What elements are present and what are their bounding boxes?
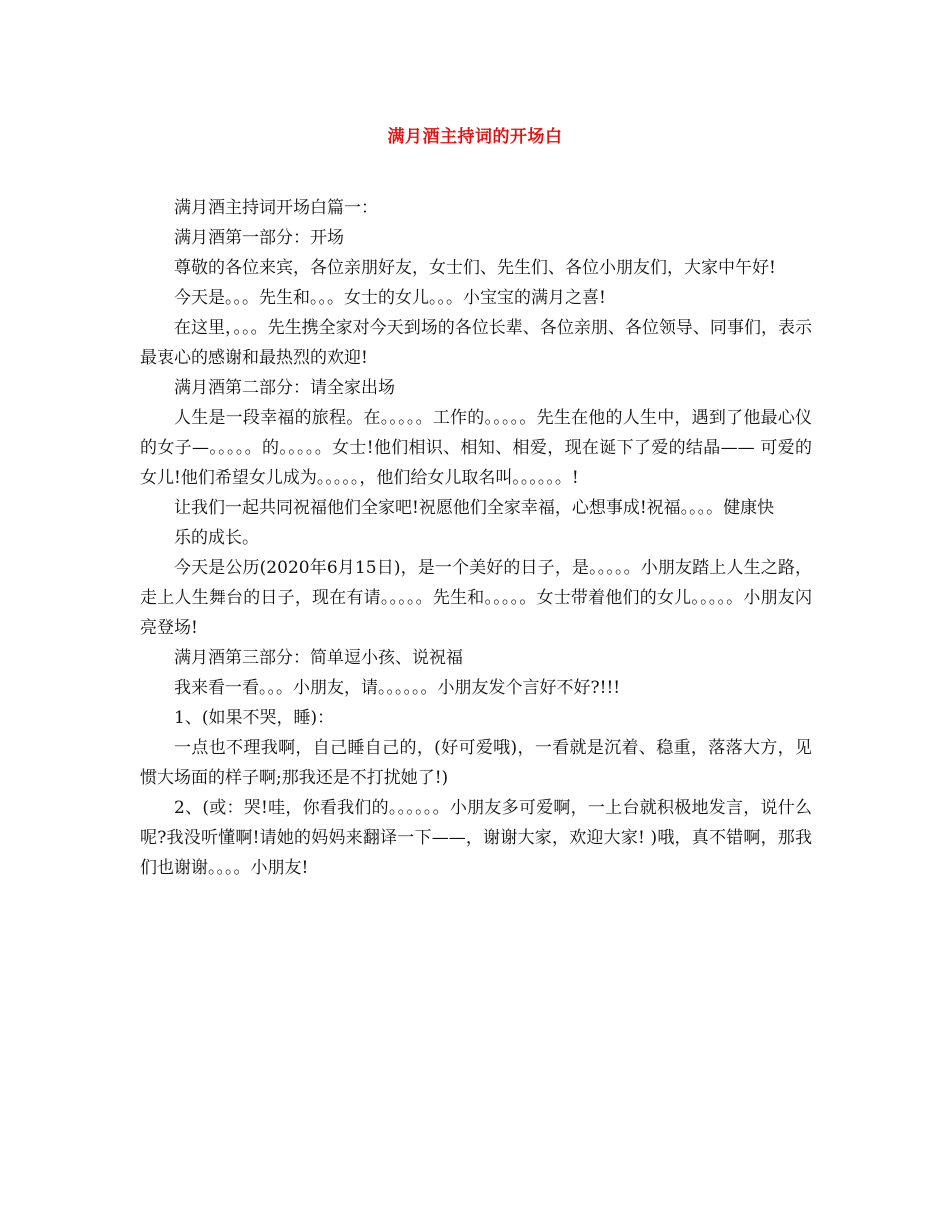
- paragraph: 尊敬的各位来宾，各位亲朋好友，女士们、先生们、各位小朋友们，大家中午好!: [174, 258, 776, 278]
- paragraph: 满月酒第二部分：请全家出场: [174, 378, 395, 398]
- paragraph: 在这里，。。。先生携全家对今天到场的各位长辈、各位亲朋、各位领导、同事们，表示最衷心的感谢和最热烈的欢迎!: [140, 318, 812, 368]
- paragraph: 满月酒第三部分：简单逗小孩、说祝福: [174, 648, 463, 668]
- paragraph: 乐的成长。: [174, 528, 259, 548]
- paragraph: 今天是公历(2020年6月15日)，是一个美好的日子，是。。。。。小朋友踏上人生之路，走上人生舞台的日子，现在有请。。。。。先生和。。。。。女士带着他们的女儿。。。。。小朋友闪亮登场!: [140, 558, 812, 638]
- paragraph: 让我们一起共同祝福他们全家吧!祝愿他们全家幸福，心想事成!祝福。。。。健康快: [174, 498, 775, 518]
- paragraph: 人生是一段幸福的旅程。在。。。。。工作的。。。。。先生在他的人生中，遇到了他最心仪的女子—。。。。。的。。。。。女士!他们相识、相知、相爱，现在诞下了爱的结晶—— 可爱的女儿!他们希望女儿成为。。。。。，他们给女儿取名叫。。。。。。!: [140, 408, 812, 488]
- paragraph: 满月酒主持词开场白篇一：: [174, 198, 378, 218]
- paragraph: 满月酒第一部分：开场: [174, 228, 344, 248]
- paragraph: 一点也不理我啊，自己睡自己的，(好可爱哦)，一看就是沉着、稳重，落落大方，见惯大场面的样子啊;那我还是不打扰她了!): [140, 738, 812, 788]
- paragraph: 1、(如果不哭，睡)：: [174, 708, 335, 728]
- paragraph: 2、(或：哭!哇，你看我们的。。。。。。小朋友多可爱啊，一上台就积极地发言，说什么呢?我没听懂啊!请她的妈妈来翻译一下——，谢谢大家，欢迎大家! )哦，真不错啊，那我们也谢谢。。。。小朋友!: [140, 798, 812, 878]
- document-body: [140, 193, 812, 883]
- document-title: 满月酒主持词的开场白: [387, 127, 563, 147]
- paragraph: 我来看一看。。。小朋友，请。。。。。。小朋友发个言好不好?!!!: [174, 678, 621, 698]
- paragraph: 今天是。。。先生和。。。女士的女儿。。。小宝宝的满月之喜!: [174, 288, 606, 308]
